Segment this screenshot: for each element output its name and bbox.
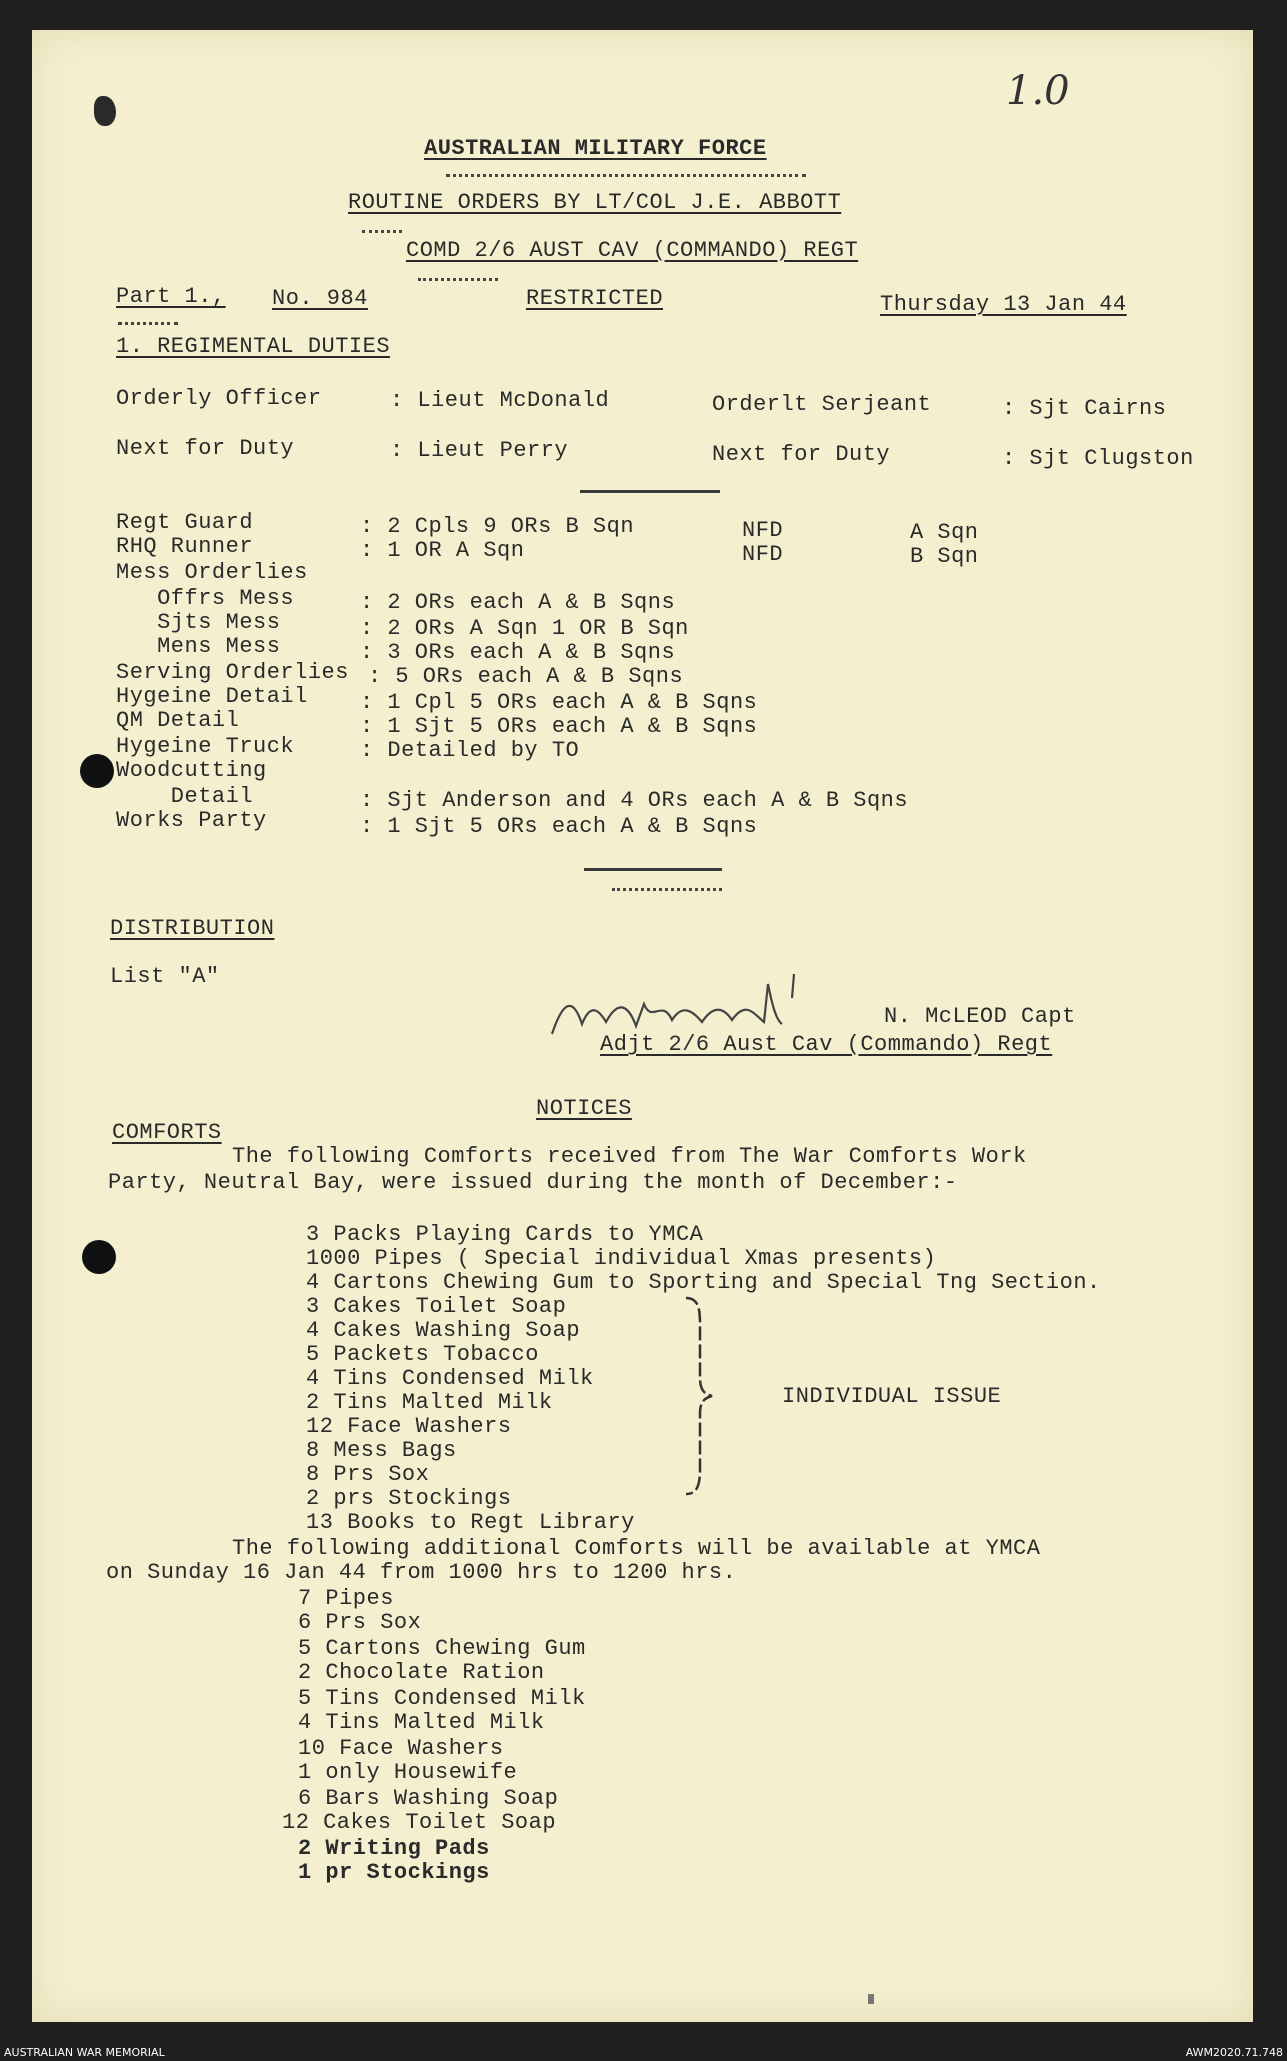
orderly-serjeant-name: : Sjt Cairns (1002, 396, 1167, 421)
additional-item-11: 1 pr Stockings (298, 1860, 490, 1885)
duty-label-works-party: Works Party (116, 808, 267, 833)
individual-issue-brace (680, 1294, 720, 1498)
additional-item-6: 10 Face Washers (298, 1736, 504, 1761)
additional-item-9: 12 Cakes Toilet Soap (282, 1810, 557, 1835)
additional-item-1: 6 Prs Sox (298, 1610, 422, 1635)
distribution-list: List "A" (110, 964, 220, 989)
order-date: Thursday 13 Jan 44 (880, 292, 1127, 317)
issued-item-0: 3 Packs Playing Cards to YMCA (306, 1222, 704, 1247)
additional-item-4: 5 Tins Condensed Milk (298, 1686, 586, 1711)
comforts-intro-line-2: Party, Neutral Bay, were issued during the month of December:- (108, 1170, 958, 1195)
duty-detail-regt-guard: : 2 Cpls 9 ORs B Sqn (360, 514, 635, 539)
issued-item-2: 4 Cartons Chewing Gum to Sporting and Special Tng Section. (306, 1270, 1101, 1295)
issued-item-1: 1000 Pipes ( Special individual Xmas presents) (306, 1246, 937, 1271)
issued-item-10: 8 Prs Sox (306, 1462, 430, 1487)
duty-detail-works-party: : 1 Sjt 5 ORs each A & B Sqns (360, 814, 758, 839)
duty-label-mess-orderlies: Mess Orderlies (116, 560, 308, 585)
duty-label-mens-mess: Mens Mess (116, 634, 281, 659)
issued-item-11: 2 prs Stockings (306, 1486, 512, 1511)
orderly-officer-name: : Lieut McDonald (390, 388, 610, 413)
duty-detail-hygeine-detail: : 1 Cpl 5 ORs each A & B Sqns (360, 690, 758, 715)
signature-title: Adjt 2/6 Aust Cav (Commando) Regt (600, 1032, 1053, 1057)
divider-dots-2 (612, 888, 722, 891)
document-page (32, 30, 1253, 2022)
next-duty-officer-name: : Lieut Perry (390, 438, 569, 463)
classification: RESTRICTED (526, 286, 664, 311)
notices-title: NOTICES (536, 1096, 632, 1121)
issued-item-8: 12 Face Washers (306, 1414, 512, 1439)
header-orders-by: ROUTINE ORDERS BY LT/COL J.E. ABBOTT (348, 190, 842, 215)
torn-hole-mark (94, 96, 116, 126)
orderly-serjeant-label: Orderlt Serjeant (712, 392, 932, 417)
header-dots-2 (362, 230, 402, 233)
duty-nfd-sqn-rhq-runner: B Sqn (910, 544, 979, 569)
additional-item-2: 5 Cartons Chewing Gum (298, 1636, 586, 1661)
additional-item-3: 2 Chocolate Ration (298, 1660, 545, 1685)
additional-item-8: 6 Bars Washing Soap (298, 1786, 559, 1811)
orderly-officer-label: Orderly Officer (116, 386, 322, 411)
duty-detail-sjts-mess: : 2 ORs A Sqn 1 OR B Sqn (360, 616, 689, 641)
footer-archive-name: AUSTRALIAN WAR MEMORIAL (4, 2046, 165, 2059)
header-command: COMD 2/6 AUST CAV (COMMANDO) REGT (406, 238, 859, 263)
individual-issue-label: INDIVIDUAL ISSUE (782, 1384, 1002, 1409)
duty-detail-woodcutting-detail: : Sjt Anderson and 4 ORs each A & B Sqns (360, 788, 909, 813)
next-duty-officer-label: Next for Duty (116, 436, 295, 461)
section-regimental-duties-title: 1. REGIMENTAL DUTIES (116, 334, 391, 359)
punch-hole-lower (82, 1240, 116, 1274)
additional-item-0: 7 Pipes (298, 1586, 394, 1611)
distribution-title: DISTRIBUTION (110, 916, 275, 941)
header-dots-3 (418, 278, 498, 281)
issued-item-5: 5 Packets Tobacco (306, 1342, 539, 1367)
issued-item-6: 4 Tins Condensed Milk (306, 1366, 594, 1391)
issued-item-3: 3 Cakes Toilet Soap (306, 1294, 567, 1319)
signature-name: N. McLEOD Capt (884, 1004, 1076, 1029)
issued-item-7: 2 Tins Malted Milk (306, 1390, 553, 1415)
order-number: No. 984 (272, 286, 368, 311)
part-number: Part 1., (116, 284, 226, 309)
duty-label-hygeine-truck: Hygeine Truck (116, 734, 295, 759)
duty-label-woodcutting: Woodcutting (116, 758, 267, 783)
header-dots-1 (446, 174, 806, 177)
duty-label-serving-orderlies: Serving Orderlies (116, 660, 349, 685)
footer-accession-number: AWM2020.71.748 (1185, 2046, 1283, 2059)
duty-label-regt-guard: Regt Guard (116, 510, 254, 535)
paper-speck (868, 1994, 874, 2004)
issued-item-4: 4 Cakes Washing Soap (306, 1318, 581, 1343)
duty-detail-qm-detail: : 1 Sjt 5 ORs each A & B Sqns (360, 714, 758, 739)
next-duty-serjeant-label: Next for Duty (712, 442, 891, 467)
duty-label-woodcutting-detail: Detail (116, 784, 254, 809)
duty-label-sjts-mess: Sjts Mess (116, 610, 281, 635)
duty-nfd-regt-guard: NFD (742, 518, 784, 543)
meta-dots (118, 322, 178, 325)
additional-intro-line-1: The following additional Comforts will be available at YMCA (232, 1536, 1041, 1561)
issued-item-12: 13 Books to Regt Library (306, 1510, 635, 1535)
divider-rule-2 (584, 868, 722, 871)
duty-detail-serving-orderlies: : 5 ORs each A & B Sqns (368, 664, 684, 689)
duty-detail-mens-mess: : 3 ORs each A & B Sqns (360, 640, 676, 665)
comforts-intro-line-1: The following Comforts received from The War Comforts Work (232, 1144, 1027, 1169)
additional-item-5: 4 Tins Malted Milk (298, 1710, 545, 1735)
duty-detail-rhq-runner: : 1 OR A Sqn (360, 538, 525, 563)
additional-intro-line-2: on Sunday 16 Jan 44 from 1000 hrs to 1200 hrs. (106, 1560, 737, 1585)
handwritten-page-number: 1.0 (1006, 68, 1070, 114)
duty-label-qm-detail: QM Detail (116, 708, 240, 733)
issued-item-9: 8 Mess Bags (306, 1438, 457, 1463)
duty-nfd-sqn-regt-guard: A Sqn (910, 520, 979, 545)
divider-rule-1 (580, 490, 720, 493)
next-duty-serjeant-name: : Sjt Clugston (1002, 446, 1194, 471)
duty-detail-hygeine-truck: : Detailed by TO (360, 738, 580, 763)
duty-detail-offrs-mess: : 2 ORs each A & B Sqns (360, 590, 676, 615)
comforts-title: COMFORTS (112, 1120, 222, 1145)
duty-label-offrs-mess: Offrs Mess (116, 586, 295, 611)
header-title: AUSTRALIAN MILITARY FORCE (424, 136, 767, 161)
duty-label-rhq-runner: RHQ Runner (116, 534, 254, 559)
duty-nfd-rhq-runner: NFD (742, 542, 784, 567)
additional-item-10: 2 Writing Pads (298, 1836, 490, 1861)
duty-label-hygeine-detail: Hygeine Detail (116, 684, 308, 709)
additional-item-7: 1 only Housewife (298, 1760, 518, 1785)
punch-hole-upper (80, 754, 114, 788)
